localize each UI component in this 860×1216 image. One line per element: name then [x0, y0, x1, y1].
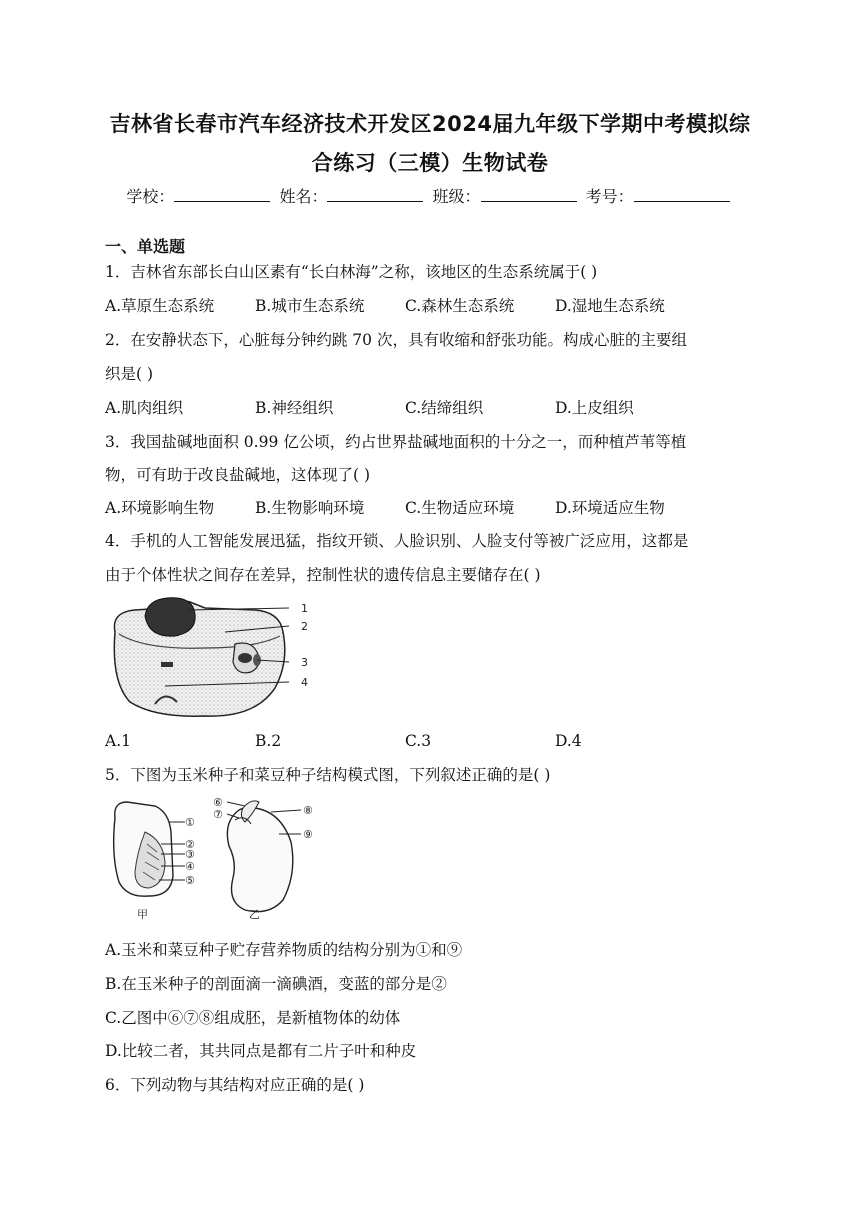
question-2-line1: 2．在安静状态下，心脏每分钟约跳 70 次，具有收缩和舒张功能。构成心脏的主要组: [105, 331, 687, 349]
q4-option-c: C.3: [405, 732, 432, 750]
yi-label-7: ⑦: [213, 808, 223, 821]
class-blank[interactable]: [481, 187, 577, 202]
name-label: 姓名：: [279, 187, 328, 206]
yi-caption: 乙: [249, 908, 260, 921]
jia-label-2: ②: [185, 838, 195, 851]
corn-label-3: 3: [301, 656, 308, 669]
exam-number-blank[interactable]: [634, 187, 730, 202]
q4-option-d: D.4: [555, 732, 582, 750]
q2-option-a: A.肌肉组织: [105, 399, 184, 417]
jia-label-4: ④: [185, 860, 195, 873]
q1-option-a: A.草原生态系统: [105, 297, 215, 315]
q4-option-b: B.2: [255, 732, 282, 750]
exam-title-line1: 吉林省长春市汽车经济技术开发区2024届九年级下学期中考模拟综: [109, 112, 751, 136]
q5-option-b: B.在玉米种子的剖面滴一滴碘酒，变蓝的部分是②: [105, 975, 447, 993]
seed-structure-figure: [105, 792, 325, 924]
corn-seed-section-figure: [105, 592, 325, 722]
student-info-row: [0, 184, 860, 207]
q2-option-d: D.上皮组织: [555, 399, 634, 417]
q5-option-d: D.比较二者，其共同点是都有二片子叶和种皮: [105, 1042, 417, 1060]
yi-label-9: ⑨: [303, 828, 313, 841]
question-2-line2: 织是( ): [105, 365, 154, 383]
bean-seed-diagram: [213, 796, 313, 921]
corn-seed-diagram: [114, 802, 195, 921]
jia-label-5: ⑤: [185, 874, 195, 887]
jia-label-1: ①: [185, 816, 195, 829]
name-blank[interactable]: [327, 187, 423, 202]
corn-label-2: 2: [301, 620, 308, 633]
q5-option-c: C.乙图中⑥⑦⑧组成胚，是新植物体的幼体: [105, 1009, 401, 1027]
school-label: 学校：: [126, 187, 175, 206]
q3-option-d: D.环境适应生物: [555, 499, 665, 517]
question-4-line1: 4．手机的人工智能发展迅猛，指纹开锁、人脸识别、人脸支付等被广泛应用，这都是: [105, 532, 689, 550]
question-6-text: 6．下列动物与其结构对应正确的是( ): [105, 1076, 365, 1094]
yi-label-6: ⑥: [213, 796, 223, 809]
jia-caption: 甲: [137, 908, 148, 921]
q2-option-b: B.神经组织: [255, 399, 334, 417]
question-4-line2: 由于个体性状之间存在差异，控制性状的遗传信息主要储存在( ): [105, 566, 541, 584]
q5-option-a: A.玉米和菜豆种子贮存营养物质的结构分别为①和⑨: [105, 941, 463, 959]
q3-option-b: B.生物影响环境: [255, 499, 365, 517]
q3-option-c: C.生物适应环境: [405, 499, 515, 517]
question-1-text: 1．吉林省东部长白山区素有“长白林海”之称，该地区的生态系统属于( ): [105, 263, 598, 281]
section-heading: 一、单选题: [105, 237, 186, 256]
exam-title-line2: 合练习（三模）生物试卷: [311, 151, 549, 175]
school-blank[interactable]: [174, 187, 270, 202]
corn-label-4: 4: [301, 676, 308, 689]
q2-option-c: C.结缔组织: [405, 399, 484, 417]
jia-label-3: ③: [185, 848, 195, 861]
q4-option-a: A.1: [105, 732, 131, 750]
exam-number-label: 考号：: [585, 187, 634, 206]
seed-dark-top: [145, 598, 195, 636]
q3-option-a: A.环境影响生物: [105, 499, 215, 517]
q1-option-d: D.湿地生态系统: [555, 297, 665, 315]
q1-option-c: C.森林生态系统: [405, 297, 515, 315]
q1-option-b: B.城市生态系统: [255, 297, 365, 315]
corn-label-1: 1: [301, 602, 308, 615]
question-3-line1: 3．我国盐碱地面积 0.99 亿公顷，约占世界盐碱地面积的十分之一，而种植芦苇等植: [105, 433, 687, 451]
question-5-text: 5．下图为玉米种子和菜豆种子结构模式图，下列叙述正确的是( ): [105, 766, 551, 784]
yi-label-8: ⑧: [303, 804, 313, 817]
question-3-line2: 物，可有助于改良盐碱地，这体现了( ): [105, 466, 371, 484]
class-label: 班级：: [432, 187, 481, 206]
